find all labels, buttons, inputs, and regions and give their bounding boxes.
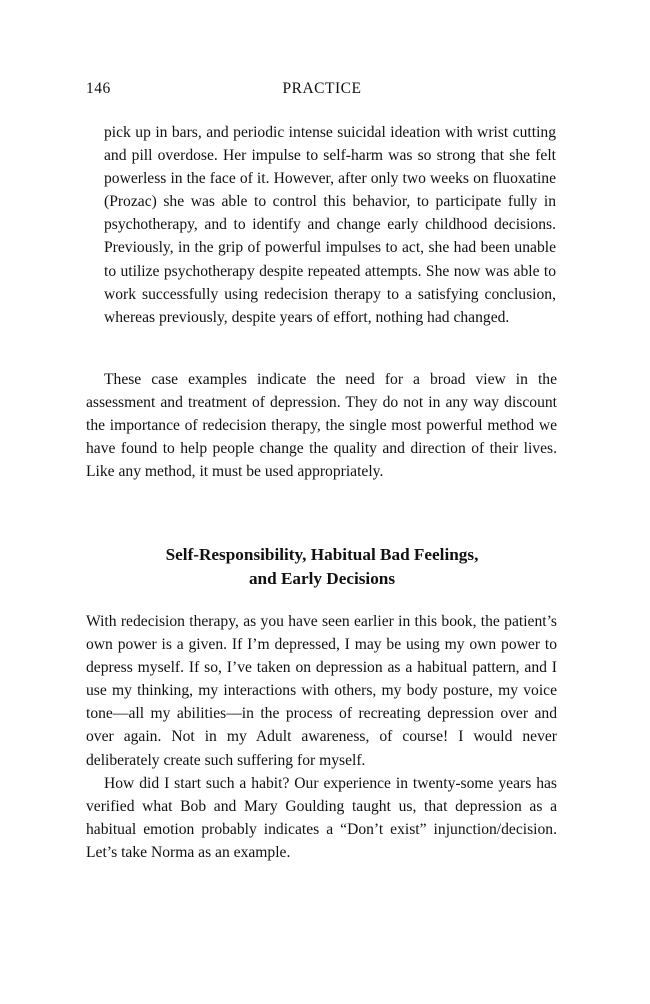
self-responsibility-paragraph: With redecision therapy, as you have seen earlier in this book, the patient’s own power is a given. If I’m depressed, I may be using my own power to depress myself. If so, I’ve taken on depression as a habitual pattern, and I use my thinking, my interactions with others, my body posture, my voice tone—all my abilities—in the process of recreating depression over and over again. Not in my Adult awareness, of course! I would never deliberately create such suffering for myself. [86, 613, 557, 769]
section-heading [86, 543, 558, 591]
section-heading-line-2: and Early Decisions [248, 569, 396, 588]
section-body [86, 610, 557, 864]
case-excerpt-text: pick up in bars, and periodic intense suicidal ideation with wrist cutting and pill overdose. Her impulse to self-harm was so strong that she felt powerless in the face of it. However, after only two weeks on fluoxatine (Prozac) she was able to control this behavior, to participate fully in psychotherapy, and to identify and change early childhood decisions. Previously, in the grip of powerful impulses to act, she had been unable to utilize psychotherapy despite repeated attempts. She now was able to work successfully using redecision therapy to a satisfying conclusion, whereas previously, despite years of effort, nothing had changed. [104, 124, 556, 326]
body-paragraph [86, 368, 557, 483]
habit-origin-paragraph: How did I start such a habit? Our experience in twenty-some years has verified what Bob and Mary Goulding taught us, that depression as a habitual emotion probably indicates a “Don’t exist” injunction/decision. Let’s take Norma as an example. [86, 774, 557, 861]
running-head-title: PRACTICE [282, 80, 362, 97]
running-head [86, 80, 558, 100]
case-examples-paragraph: These case examples indicate the need for a broad view in the assessment and treatment of depression. They do not in any way discount the importance of redecision therapy, the single most powerful method we have found to help people change the quality and direction of their lives. Like any method, it must be used appropriately. [86, 371, 557, 481]
section-heading-line-1: Self-Responsibility, Habitual Bad Feelings, [165, 545, 479, 564]
page-number: 146 [86, 80, 111, 97]
indented-case-excerpt [104, 121, 556, 329]
